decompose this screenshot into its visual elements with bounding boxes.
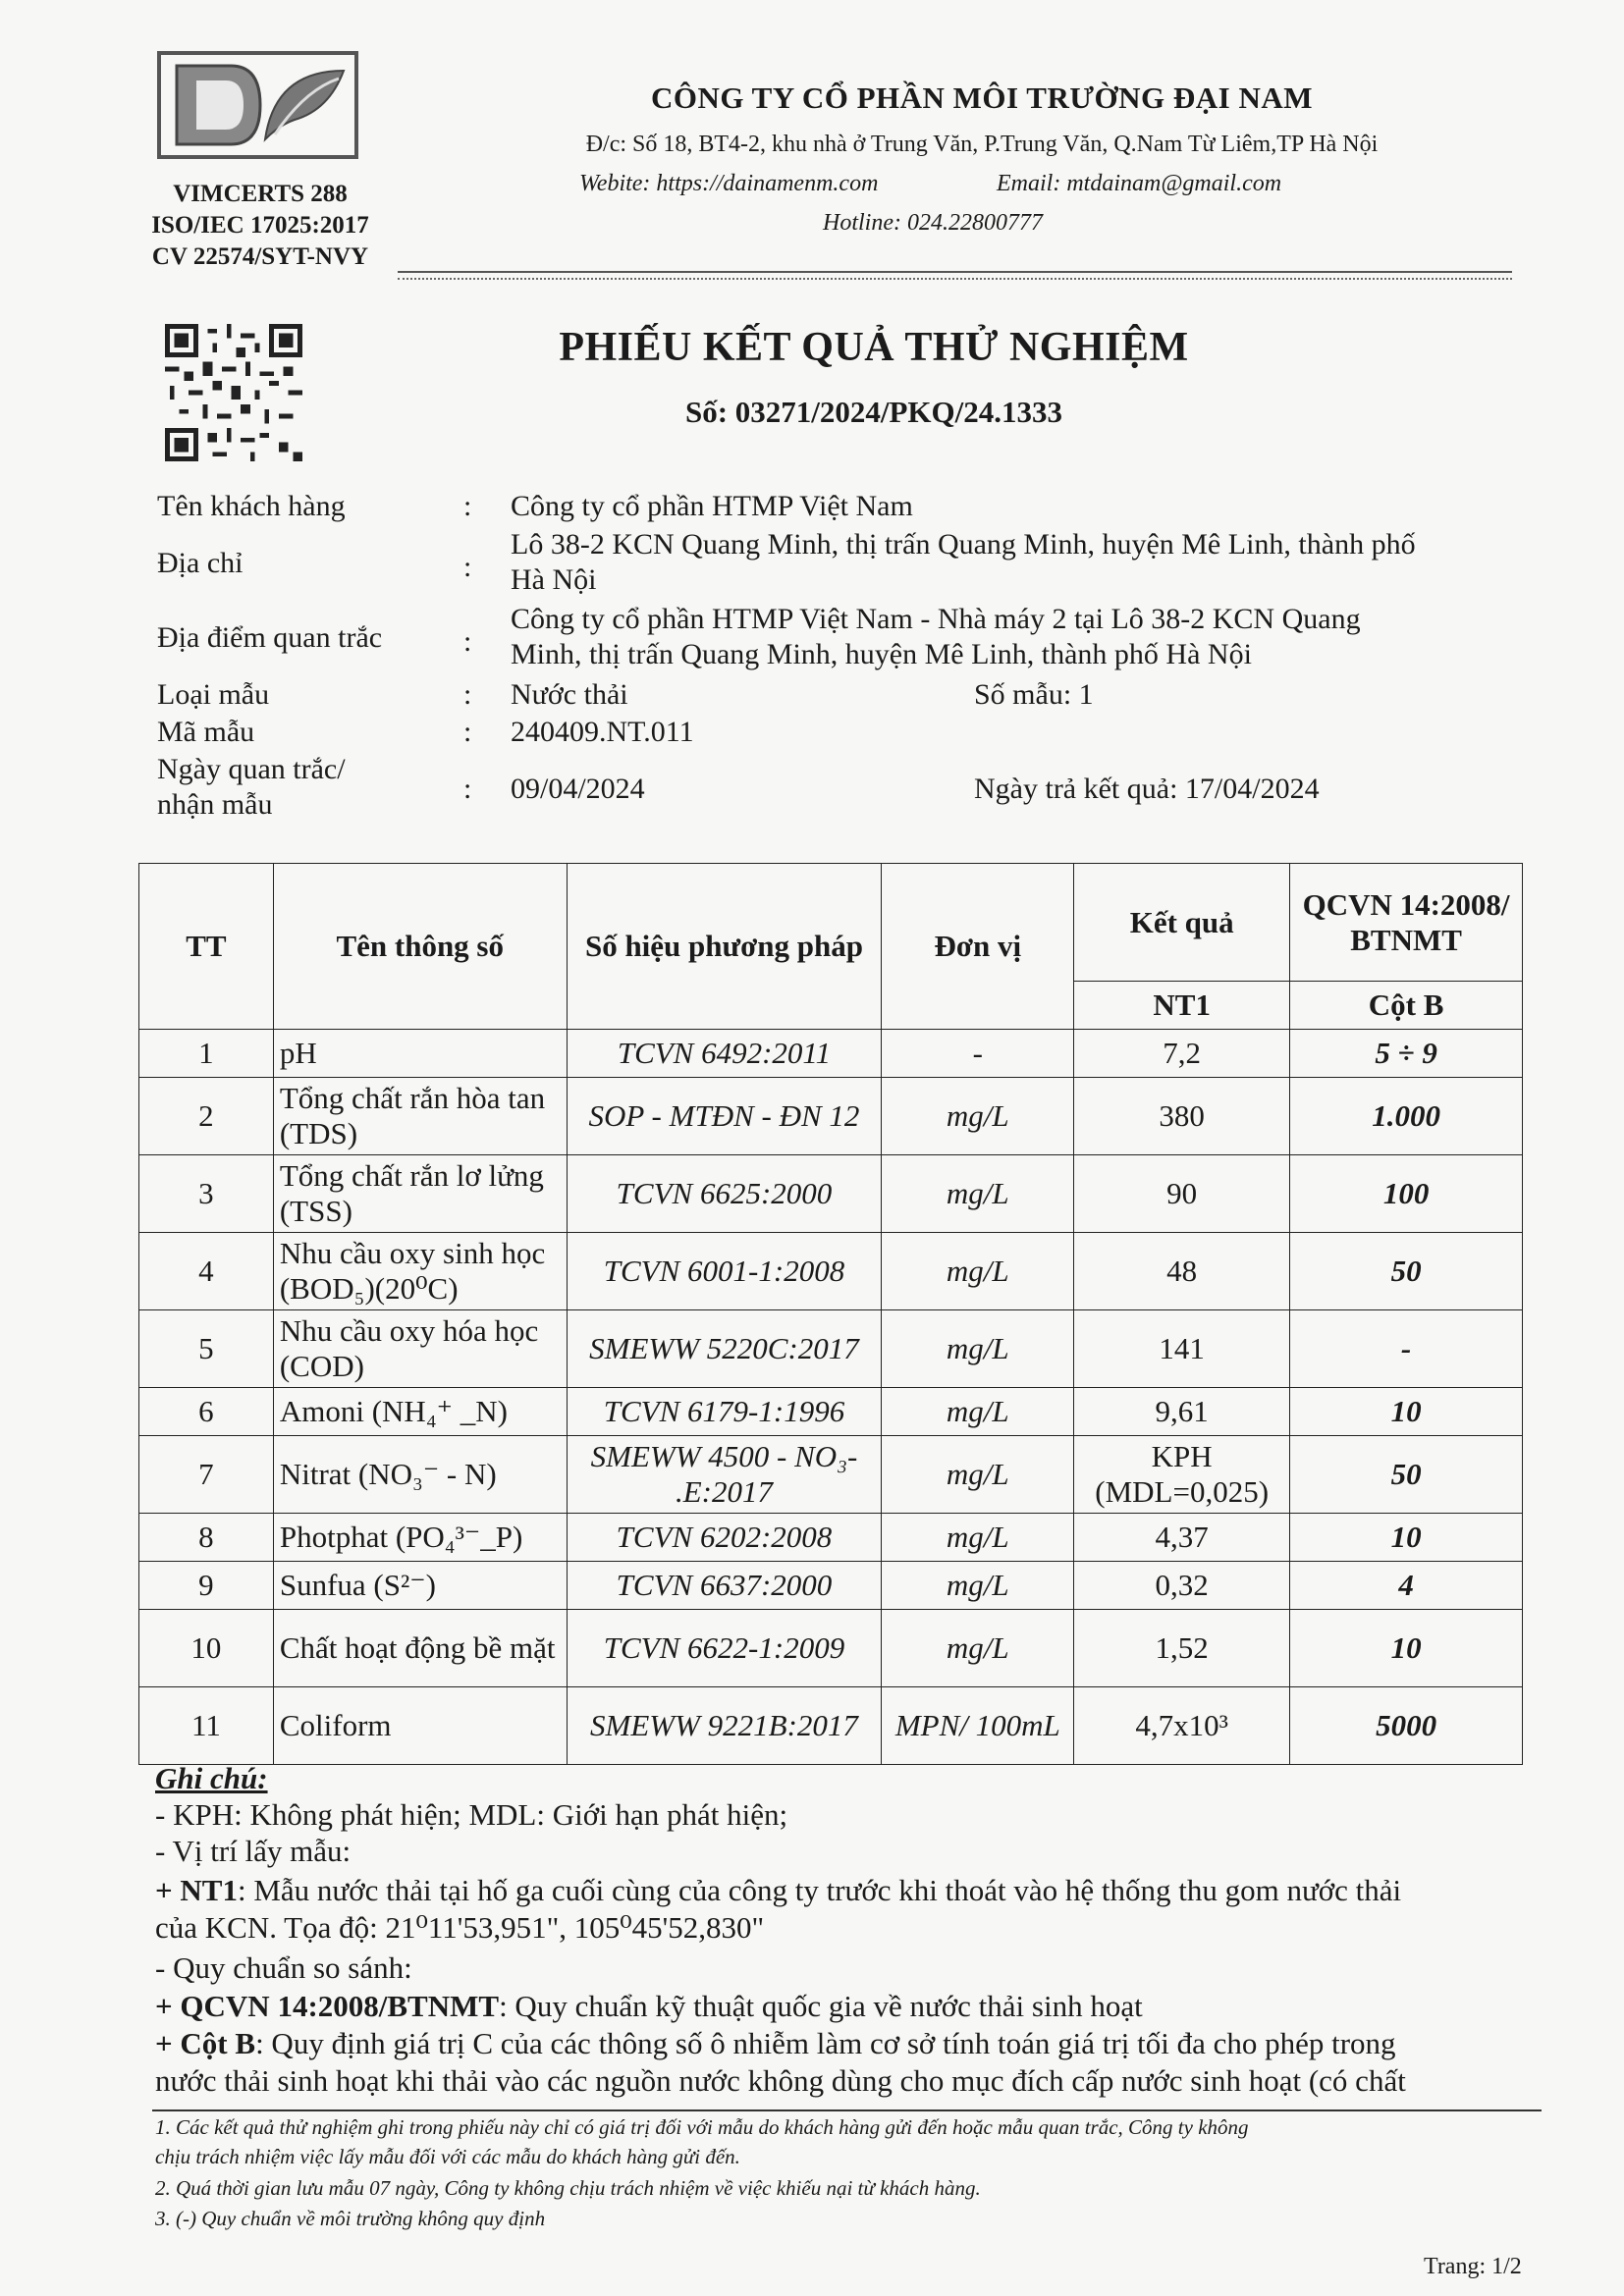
- row-method: SMEWW 5220C:2017: [567, 1310, 882, 1388]
- cert-vimcerts: VIMCERTS 288: [173, 181, 348, 207]
- colon: :: [463, 625, 472, 658]
- footer-line1b: chịu trách nhiệm việc lấy mẫu đối với các mẫu do khách hàng gửi đến.: [155, 2145, 740, 2168]
- row-tt: 3: [139, 1155, 274, 1233]
- note-compare-title: - Quy chuẩn so sánh:: [155, 1950, 412, 1985]
- row-result: 7,2: [1074, 1030, 1290, 1078]
- notes-title-text: Ghi chú:: [155, 1761, 268, 1795]
- row-method: TCVN 6637:2000: [567, 1562, 882, 1610]
- date-value: 09/04/2024: [511, 773, 645, 805]
- note-colb-line2: nước thải sinh hoạt khi thải vào các nguồn nước không dùng cho mục đích cấp nước sinh hoạt (có chất: [155, 2063, 1406, 2098]
- row-limit: 5000: [1290, 1687, 1523, 1765]
- row-unit: mg/L: [882, 1610, 1074, 1687]
- note-qcvn: [155, 1988, 1530, 2024]
- row-method: SOP - MTĐN - ĐN 12: [567, 1078, 882, 1155]
- site-label: Địa điểm quan trắc: [157, 621, 383, 654]
- row-unit: mg/L: [882, 1562, 1074, 1610]
- row-unit: mg/L: [882, 1436, 1074, 1514]
- row-result: 90: [1074, 1155, 1290, 1233]
- row-method: TCVN 6001-1:2008: [567, 1233, 882, 1310]
- row-limit: 50: [1290, 1436, 1523, 1514]
- table-row: [139, 1078, 1523, 1155]
- company-website: Webite: https://dainamenm.com: [579, 171, 879, 196]
- site-value-line2: Minh, thị trấn Quang Minh, huyện Mê Linh, thành phố Hà Nội: [511, 638, 1252, 670]
- row-result: 0,32: [1074, 1562, 1290, 1610]
- row-unit: mg/L: [882, 1388, 1074, 1436]
- row-result: 48: [1074, 1233, 1290, 1310]
- date-label-line2: nhận mẫu: [157, 788, 273, 821]
- sample-type-value: Nước thải: [511, 678, 628, 711]
- table-row: [139, 1514, 1523, 1562]
- row-result: 380: [1074, 1078, 1290, 1155]
- row-unit: mg/L: [882, 1233, 1074, 1310]
- row-result: 141: [1074, 1310, 1290, 1388]
- header-method: Số hiệu phương pháp: [567, 864, 882, 1030]
- note-nt1-line2: của KCN. Tọa độ: 21⁰11'53,951", 105⁰45'52,830": [155, 1910, 765, 1945]
- company-logo: [157, 51, 358, 159]
- row-param: Nhu cầu oxy sinh học (BOD₅)(20⁰C): [273, 1233, 567, 1310]
- colon: :: [463, 773, 472, 805]
- table-header-row: [139, 864, 1523, 982]
- footer-line2: 2. Quá thời gian lưu mẫu 07 ngày, Công ty không chịu trách nhiệm về việc khiếu nại từ khách hàng.: [155, 2176, 981, 2200]
- row-limit: 10: [1290, 1514, 1523, 1562]
- row-limit: 10: [1290, 1610, 1523, 1687]
- colon: :: [463, 716, 472, 748]
- row-param: pH: [273, 1030, 567, 1078]
- cert-iso: ISO/IEC 17025:2017: [151, 212, 369, 239]
- address-value-line2: Hà Nội: [511, 563, 597, 596]
- row-limit: 5 ÷ 9: [1290, 1030, 1523, 1078]
- row-tt: 11: [139, 1687, 274, 1765]
- row-tt: 4: [139, 1233, 274, 1310]
- document-title: PHIẾU KẾT QUẢ THỬ NGHIỆM: [559, 325, 1189, 370]
- row-tt: 1: [139, 1030, 274, 1078]
- row-tt: 2: [139, 1078, 274, 1155]
- row-param: Coliform: [273, 1687, 567, 1765]
- address-value-line1: Lô 38-2 KCN Quang Minh, thị trấn Quang Minh, huyện Mê Linh, thành phố: [511, 528, 1416, 561]
- table-row: [139, 1436, 1523, 1514]
- row-unit: mg/L: [882, 1155, 1074, 1233]
- sample-count: Số mẫu: 1: [974, 678, 1094, 711]
- table-row: [139, 1030, 1523, 1078]
- row-method: SMEWW 9221B:2017: [567, 1687, 882, 1765]
- company-name: CÔNG TY CỔ PHẦN MÔI TRƯỜNG ĐẠI NAM: [650, 80, 1314, 115]
- table-row: [139, 1610, 1523, 1687]
- row-tt: 10: [139, 1610, 274, 1687]
- date-label-line1: Ngày quan trắc/: [157, 753, 346, 785]
- document-number: Số: 03271/2024/PKQ/24.1333: [684, 395, 1063, 429]
- footer-line3: 3. (-) Quy chuẩn về môi trường không quy định: [155, 2207, 546, 2230]
- row-result: 9,61: [1074, 1388, 1290, 1436]
- row-unit: MPN/ 100mL: [882, 1687, 1074, 1765]
- note-location-title: - Vị trí lấy mẫu:: [155, 1834, 352, 1868]
- row-method: TCVN 6625:2000: [567, 1155, 882, 1233]
- row-limit: -: [1290, 1310, 1523, 1388]
- row-param: Sunfua (S²⁻): [273, 1562, 567, 1610]
- note-colb-line1: [155, 2025, 1530, 2061]
- table-row: [139, 1388, 1523, 1436]
- table-row: [139, 1233, 1523, 1310]
- row-param: Amoni (NH₄⁺ _N): [273, 1388, 567, 1436]
- customer-value: Công ty cổ phần HTMP Việt Nam: [511, 490, 913, 522]
- page-number: Trang: 1/2: [1424, 2254, 1522, 2279]
- row-param: Photphat (PO₄³⁻_P): [273, 1514, 567, 1562]
- note-nt1-key: + NT1: [155, 1873, 238, 1907]
- row-limit: 4: [1290, 1562, 1523, 1610]
- header-tt: TT: [139, 864, 274, 1030]
- row-limit: 1.000: [1290, 1078, 1523, 1155]
- site-value-line1: Công ty cổ phần HTMP Việt Nam - Nhà máy 2 tại Lô 38-2 KCN Quang: [511, 603, 1361, 635]
- header-unit: Đơn vị: [882, 864, 1074, 1030]
- row-limit: 10: [1290, 1388, 1523, 1436]
- row-result: KPH (MDL=0,025): [1074, 1436, 1290, 1514]
- colon: :: [463, 490, 472, 522]
- row-param: Chất hoạt động bề mặt: [273, 1610, 567, 1687]
- row-result: 1,52: [1074, 1610, 1290, 1687]
- row-method: TCVN 6202:2008: [567, 1514, 882, 1562]
- sample-code-label: Mã mẫu: [157, 716, 255, 748]
- results-table: [138, 863, 1523, 1765]
- note-qcvn-text: : Quy chuẩn kỹ thuật quốc gia về nước thải sinh hoạt: [499, 1989, 1143, 2023]
- company-address: Đ/c: Số 18, BT4-2, khu nhà ở Trung Văn, P.Trung Văn, Q.Nam Từ Liêm,TP Hà Nội: [585, 132, 1379, 157]
- company-hotline: Hotline: 024.22800777: [823, 210, 1043, 236]
- header-result: Kết quả: [1074, 864, 1290, 982]
- row-param: Nitrat (NO₃⁻ - N): [273, 1436, 567, 1514]
- footer-divider: [152, 2109, 1542, 2111]
- header-param: Tên thông số: [273, 864, 567, 1030]
- note-colb-key: + Cột B: [155, 2026, 256, 2060]
- note-colb-text: : Quy định giá trị C của các thông số ô nhiễm làm cơ sở tính toán giá trị tối đa cho phép trong: [255, 2026, 1396, 2060]
- row-tt: 8: [139, 1514, 274, 1562]
- note-qcvn-key: + QCVN 14:2008/BTNMT: [155, 1989, 500, 2023]
- row-result: 4,37: [1074, 1514, 1290, 1562]
- return-date: Ngày trả kết quả: 17/04/2024: [974, 773, 1320, 805]
- qr-code: [165, 324, 302, 461]
- address-label: Địa chỉ: [157, 547, 244, 579]
- row-limit: 100: [1290, 1155, 1523, 1233]
- row-unit: mg/L: [882, 1078, 1074, 1155]
- row-method: TCVN 6492:2011: [567, 1030, 882, 1078]
- row-tt: 5: [139, 1310, 274, 1388]
- row-tt: 7: [139, 1436, 274, 1514]
- colon: :: [463, 551, 472, 583]
- table-row: [139, 1687, 1523, 1765]
- header-standard: QCVN 14:2008/ BTNMT: [1290, 864, 1523, 982]
- row-unit: mg/L: [882, 1310, 1074, 1388]
- row-param: Nhu cầu oxy hóa học (COD): [273, 1310, 567, 1388]
- row-method: SMEWW 4500 - NO₃- .E:2017: [567, 1436, 882, 1514]
- row-tt: 9: [139, 1562, 274, 1610]
- note-nt1-line1: [155, 1872, 1530, 1908]
- row-method: TCVN 6179-1:1996: [567, 1388, 882, 1436]
- notes-title: [155, 1760, 1530, 1796]
- sample-type-label: Loại mẫu: [157, 678, 270, 711]
- row-param: Tổng chất rắn lơ lửng (TSS): [273, 1155, 567, 1233]
- table-row: [139, 1310, 1523, 1388]
- row-method: TCVN 6622-1:2009: [567, 1610, 882, 1687]
- company-email: Email: mtdainam@gmail.com: [997, 171, 1282, 196]
- note-kph: - KPH: Không phát hiện; MDL: Giới hạn phát hiện;: [155, 1797, 788, 1832]
- customer-label: Tên khách hàng: [157, 490, 346, 522]
- cert-cv: CV 22574/SYT-NVY: [151, 243, 369, 270]
- note-nt1-text: : Mẫu nước thải tại hố ga cuối cùng của công ty trước khi thoát vào hệ thống thu gom nước thải: [237, 1873, 1402, 1907]
- row-unit: -: [882, 1030, 1074, 1078]
- colon: :: [463, 678, 472, 711]
- header-column: Cột B: [1290, 982, 1523, 1030]
- row-param: Tổng chất rắn hòa tan (TDS): [273, 1078, 567, 1155]
- table-row: [139, 1562, 1523, 1610]
- row-unit: mg/L: [882, 1514, 1074, 1562]
- header-sample: NT1: [1074, 982, 1290, 1030]
- header-divider: [398, 271, 1512, 280]
- footer-line1: 1. Các kết quả thử nghiệm ghi trong phiếu này chỉ có giá trị đối với mẫu do khách hàng gửi đến hoặc mẫu quan trắc, Công ty không: [155, 2115, 1249, 2139]
- table-row: [139, 1155, 1523, 1233]
- sample-code-value: 240409.NT.011: [511, 716, 694, 748]
- row-tt: 6: [139, 1388, 274, 1436]
- row-result: 4,7x10³: [1074, 1687, 1290, 1765]
- row-limit: 50: [1290, 1233, 1523, 1310]
